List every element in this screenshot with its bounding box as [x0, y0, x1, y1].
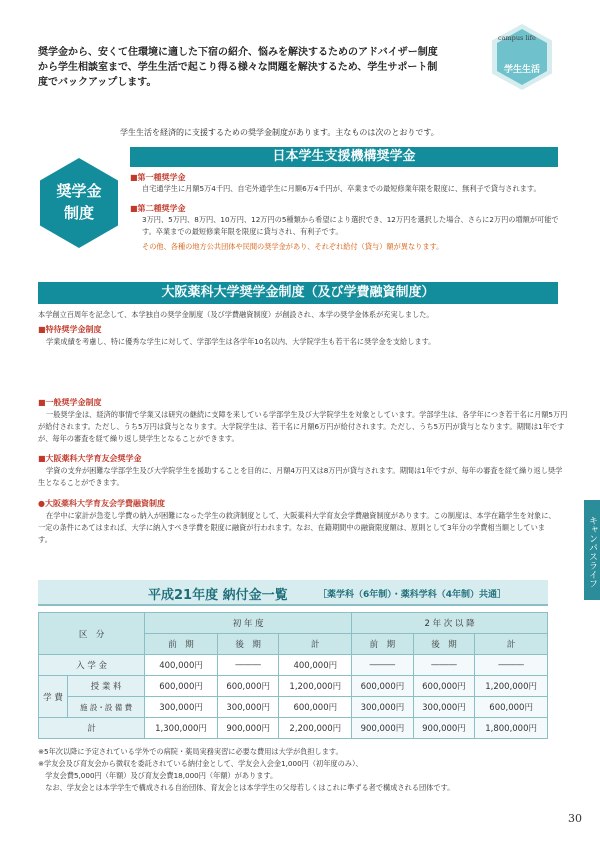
ikuyukai-scholarship-title: ■大阪薬科大学育友会奨学金: [38, 454, 142, 463]
table-cell: ―――: [352, 655, 414, 676]
row-label-total: 計: [39, 718, 145, 739]
general-scholarship-title: ■一般奨学金制度: [38, 398, 102, 407]
header-zenki: 前 期: [352, 634, 414, 655]
header-kouki: 後 期: [413, 634, 475, 655]
first-type-body: 自宅通学生に月額5万4千円、自宅外通学生に月額6万4千円が、卒業までの最短修業年限を限度に、無利子で貸与されます。: [142, 184, 541, 193]
osaka-intro: 本学創立百周年を記念して、本学独自の奨学金制度（及び学費融資制度）が創設され、本学の奨学金体系が充実しました。: [38, 310, 434, 319]
intro-text: 奨学金から、安くて住環境に適した下宿の紹介、悩みを解決するためのアドバイザー制度から学生相談室まで、学生生活で起こり得る様々な問題を解決するため、学生サポート制度でバックアップします。: [38, 47, 438, 88]
header-zenki: 前 期: [145, 634, 218, 655]
special-scholarship-title: ■特待奨学金制度: [38, 325, 102, 334]
second-type-body: 3万円、5万円、8万円、10万円、12万円の5種類から希望により選択でき、12万円を選択した場合、さらに2万円の増額が可能です。卒業までの最短修業年限を限度に貸与され、有利子です。: [142, 215, 559, 236]
scholarship-lead: 学生生活を経済的に支援するための奨学金制度があります。主なものは次のとおりです。: [120, 128, 439, 137]
table-cell: 1,800,000円: [475, 718, 548, 739]
campus-life-label: campus life: [498, 34, 536, 42]
section-label: 学生生活: [504, 65, 541, 75]
row-label-jugyo: 授 業 料: [68, 676, 145, 697]
table-cell: 300,000円: [352, 697, 414, 718]
tuition-loan-title: ●大阪薬科大学育友会学費融資制度: [38, 499, 165, 508]
table-cell: 300,000円: [145, 697, 218, 718]
ikuyukai-scholarship-body: 学資の支弁が困難な学部学生及び大学院学生を援助することを目的に、月額4万円又は8万円が貸与されます。期間は1年ですが、毎年の審査を経て繰り返し奨学生となることができます。: [38, 466, 563, 487]
first-type-title: ■第一種奨学金: [130, 173, 186, 182]
fees-table: [38, 612, 548, 739]
fees-title: 平成21年度 納付金一覧: [148, 588, 288, 603]
header-first-year: 初 年 度: [145, 613, 352, 634]
row-label-nyugaku: 入 学 金: [39, 655, 145, 676]
row-label-shisetsu: 施 設・設 備 費: [68, 697, 145, 718]
table-cell: 2,200,000円: [279, 718, 352, 739]
table-cell: 900,000円: [352, 718, 414, 739]
table-cell: ―――: [413, 655, 475, 676]
table-cell: 600,000円: [413, 676, 475, 697]
header-kei: 計: [279, 634, 352, 655]
header-kubun: 区 分: [39, 613, 145, 655]
fees-note: なお、学友会とは本学学生で構成される自治団体、育友会とは本学学生の父母若しくはこれに準ずる者で構成される団体です。: [38, 783, 455, 792]
table-cell: 600,000円: [475, 697, 548, 718]
table-cell: 600,000円: [145, 676, 218, 697]
fees-note: ※5年次以降に予定されている学外での病院・薬局実務実習に必要な費用は大学が負担します。: [38, 747, 343, 756]
fees-notes: [38, 746, 558, 794]
fees-note: ※学友会及び育友会から徴収を委託されている納付金として、学友会入会金1,000円（初年度のみ）、: [38, 759, 363, 768]
table-cell: 400,000円: [145, 655, 218, 676]
page-number: 30: [568, 812, 582, 825]
jasso-title: 日本学生支援機構奨学金: [130, 147, 558, 167]
table-cell: 400,000円: [279, 655, 352, 676]
table-cell: 1,300,000円: [145, 718, 218, 739]
fees-note: 学友会費5,000円（年額）及び育友会費18,000円（年額）があります。: [38, 771, 278, 780]
side-tab-campus-life: キャンパスライフ: [584, 500, 600, 600]
table-cell: ―――: [475, 655, 548, 676]
general-scholarship-body: 一般奨学金は、経済的事情で学業又は研究の継続に支障を来している学部学生及び大学院学生を対象としています。学部学生は、各学年につき若干名に月額5万円が給付されます。ただし、うち5万円は貸与となります。大学院学生は、若干名に月額6万円が給付されます。ただし、うち5万円が貸与となります。期間は1年ですが、毎年の審査を経て繰り返し奨学生となることができます。: [38, 410, 568, 443]
table-cell: 300,000円: [217, 697, 279, 718]
fees-header: [38, 580, 548, 606]
osaka-scholarship-title: 大阪薬科大学奨学金制度（及び学費融資制度）: [38, 282, 558, 304]
row-label-gakuhi: 学 費: [39, 676, 68, 718]
table-cell: 600,000円: [279, 697, 352, 718]
table-cell: 900,000円: [413, 718, 475, 739]
special-scholarship-body: 学業成績を考慮し、特に優秀な学生に対して、学部学生は各学年10名以内、大学院学生も若干名に奨学金を支給します。: [46, 337, 436, 346]
fees-subtitle: ［薬学科（6年制）・薬科学科（4年制）共通］: [318, 590, 507, 600]
table-cell: ―――: [217, 655, 279, 676]
tuition-loan-body: 在学中に家計が急変し学費の納入が困難になった学生の救済制度として、大阪薬科大学育友会学費融資制度があります。この制度は、本学在籍学生を対象に、一定の条件にあてはまれば、大学に納入すべき学費を限度に融資が行われます。なお、在籍期間中の融資限度額は、原則として3年分の学費相当額としています。: [38, 511, 556, 544]
table-cell: 900,000円: [217, 718, 279, 739]
header-kouki: 後 期: [217, 634, 279, 655]
table-cell: 300,000円: [413, 697, 475, 718]
second-type-title: ■第二種奨学金: [130, 204, 186, 213]
header-second-year: 2 年 次 以 降: [352, 613, 548, 634]
other-scholarship-note: その他、各種の地方公共団体や民間の奨学金があり、それぞれ給付（貸与）額が異なります。: [142, 242, 444, 251]
table-cell: 600,000円: [217, 676, 279, 697]
table-cell: 600,000円: [352, 676, 414, 697]
scholarship-badge-label: 奨学金 制度: [56, 182, 102, 222]
header-kei: 計: [475, 634, 548, 655]
table-cell: 1,200,000円: [475, 676, 548, 697]
table-cell: 1,200,000円: [279, 676, 352, 697]
